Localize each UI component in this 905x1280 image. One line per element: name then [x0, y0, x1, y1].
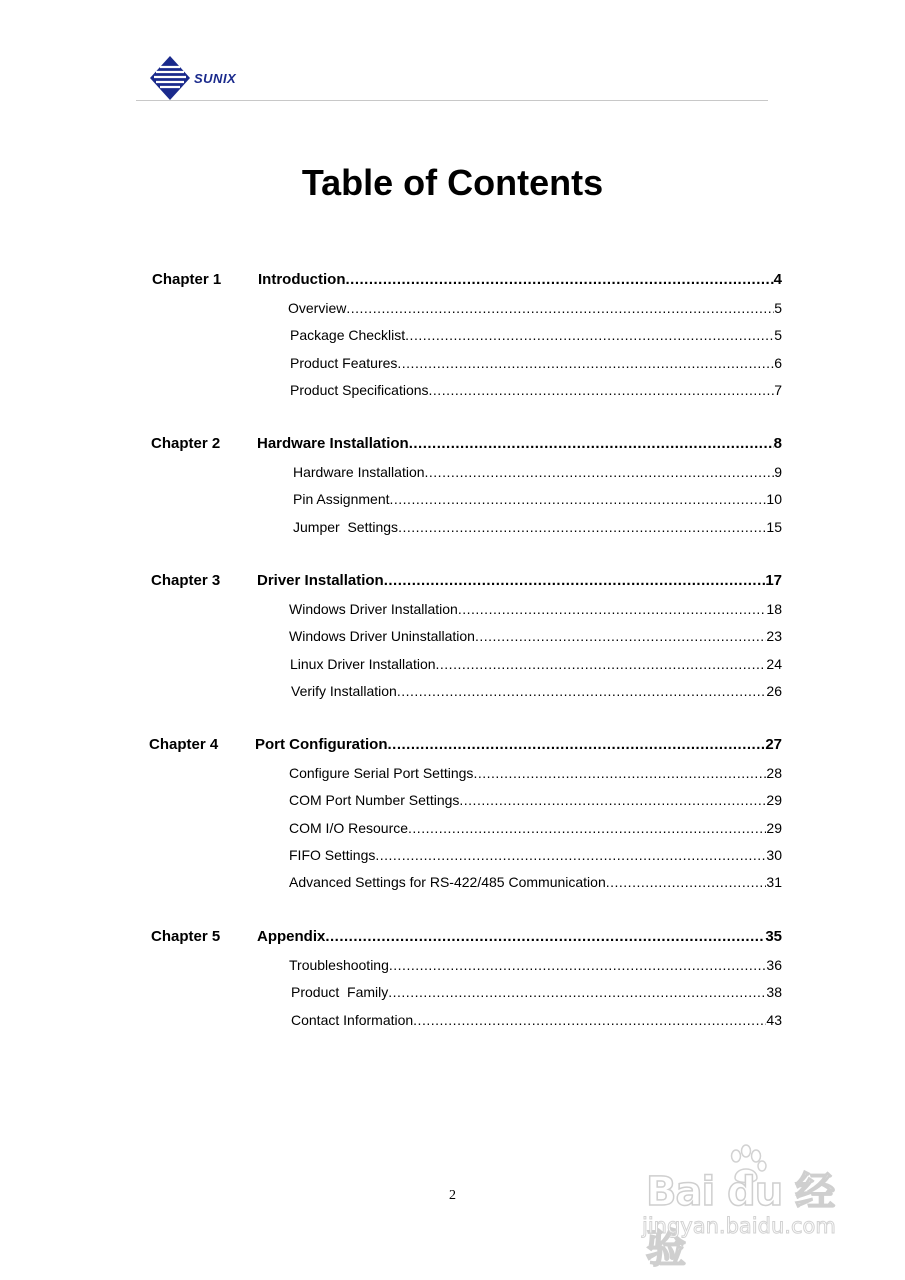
toc-entry-row — [291, 683, 782, 701]
entry-label: Hardware Installation — [293, 464, 425, 480]
entry-page-number: 23 — [766, 628, 782, 645]
entry-page-number: 28 — [766, 765, 782, 781]
chapter-number: Chapter 5 — [151, 928, 221, 945]
chapter-page-number: 27 — [765, 736, 782, 753]
sunix-diamond-icon — [148, 54, 192, 102]
dot-leader — [459, 792, 766, 808]
chapter-page-number: 8 — [773, 435, 782, 452]
dot-leader — [375, 847, 766, 863]
entry-page-number: 31 — [766, 874, 782, 891]
dot-leader — [384, 572, 766, 589]
dot-leader — [475, 628, 766, 644]
toc-entry-row — [291, 1012, 782, 1030]
entry-page-number: 9 — [774, 464, 782, 480]
chapter-page-number: 35 — [765, 928, 782, 945]
entry-label: Advanced Settings for RS-422/485 Communication — [289, 874, 606, 891]
chapter-page-number: 4 — [773, 271, 782, 288]
entry-page-number: 38 — [766, 984, 782, 1001]
toc-entry-row — [289, 628, 782, 646]
dot-leader — [606, 874, 767, 890]
chapter-number: Chapter 2 — [151, 435, 221, 452]
dot-leader — [390, 491, 767, 507]
dot-leader — [429, 382, 775, 398]
toc-chapter-row — [0, 572, 905, 592]
dot-leader — [408, 820, 766, 836]
toc-entry-row — [293, 491, 782, 509]
toc-chapter-row — [0, 435, 905, 455]
entry-label: Windows Driver Uninstallation — [289, 628, 475, 645]
chapter-title: Introduction — [258, 271, 346, 288]
dot-leader — [389, 957, 767, 973]
entry-page-number: 36 — [766, 957, 782, 973]
toc-entry-row — [289, 847, 782, 865]
chapter-title: Appendix — [257, 928, 326, 945]
toc-entry-row — [290, 656, 782, 674]
sunix-logo — [148, 54, 236, 102]
toc-entry-row — [289, 792, 782, 810]
entry-label: Troubleshooting — [289, 957, 389, 973]
chapter-number: Chapter 3 — [151, 572, 221, 589]
entry-page-number: 43 — [766, 1011, 782, 1028]
chapter-title: Port Configuration — [255, 736, 388, 753]
toc-entry-row — [293, 519, 782, 537]
entry-page-number: 26 — [766, 682, 782, 699]
entry-page-number: 5 — [774, 327, 782, 344]
toc-entry-row — [288, 300, 782, 318]
dot-leader — [345, 271, 773, 288]
entry-label: Contact Information — [291, 1011, 414, 1028]
dot-leader — [346, 300, 774, 316]
entry-label: Product Features — [290, 354, 398, 371]
toc-entry-row — [290, 355, 782, 373]
watermark-main-text: Bai du 经验 — [646, 1169, 835, 1272]
toc-entry-row — [289, 601, 782, 619]
toc-chapter-row — [0, 928, 905, 948]
logo-text: SUNIX — [194, 70, 237, 86]
entry-label: Linux Driver Installation — [290, 655, 436, 672]
toc-chapter-row — [0, 736, 905, 756]
dot-leader — [397, 355, 774, 371]
entry-label: COM Port Number Settings — [289, 792, 460, 809]
toc-entry-row — [293, 464, 782, 482]
entry-page-number: 30 — [766, 846, 782, 863]
chapter-title-line — [257, 928, 782, 945]
toc-entry-row — [289, 820, 782, 838]
entry-page-number: 29 — [766, 819, 782, 836]
chapter-title: Driver Installation — [257, 572, 384, 589]
dot-leader — [436, 656, 767, 672]
header-divider — [136, 100, 768, 101]
dot-leader — [413, 1012, 766, 1028]
dot-leader — [409, 435, 774, 452]
dot-leader — [425, 464, 775, 480]
dot-leader — [387, 736, 765, 753]
chapter-title-line — [257, 572, 782, 589]
entry-label: Product Family — [291, 984, 389, 1001]
entry-page-number: 5 — [774, 300, 782, 316]
chapter-number: Chapter 4 — [149, 736, 219, 753]
dot-leader — [405, 327, 774, 343]
entry-label: Pin Assignment — [293, 491, 390, 508]
page-title: Table of Contents — [301, 162, 604, 203]
chapter-title-line — [255, 736, 782, 753]
dot-leader — [388, 984, 766, 1000]
watermark-url-text: jingyan.baidu.com — [642, 1214, 836, 1238]
chapter-title-line — [258, 271, 782, 288]
entry-label: Windows Driver Installation — [289, 601, 458, 617]
toc-entry-row — [289, 765, 782, 783]
entry-page-number: 7 — [774, 381, 782, 398]
toc-entry-row — [290, 327, 782, 345]
entry-label: Jumper Settings — [293, 518, 399, 535]
chapter-title-line — [257, 435, 782, 452]
dot-leader — [398, 519, 766, 535]
entry-label: Verify Installation — [291, 682, 397, 699]
entry-page-number: 15 — [766, 518, 782, 535]
toc-entry-row — [289, 874, 782, 892]
toc-entry-row — [290, 382, 782, 400]
entry-label: FIFO Settings — [289, 846, 376, 863]
chapter-number: Chapter 1 — [152, 271, 222, 288]
toc-entry-row — [291, 984, 782, 1002]
page-number: 2 — [449, 1188, 456, 1203]
entry-page-number: 24 — [766, 655, 782, 672]
dot-leader — [473, 765, 766, 781]
entry-page-number: 18 — [766, 601, 782, 617]
baidu-watermark — [640, 1142, 855, 1272]
chapter-page-number: 17 — [765, 572, 782, 589]
entry-label: COM I/O Resource — [289, 819, 409, 836]
chapter-title: Hardware Installation — [257, 435, 409, 452]
toc-entry-row — [289, 957, 782, 975]
entry-page-number: 29 — [766, 792, 782, 809]
entry-label: Package Checklist — [290, 327, 406, 344]
entry-label: Product Specifications — [290, 381, 429, 398]
entry-label: Configure Serial Port Settings — [289, 765, 474, 781]
dot-leader — [325, 928, 765, 945]
entry-page-number: 6 — [774, 354, 782, 371]
dot-leader — [397, 683, 767, 699]
dot-leader — [458, 601, 767, 617]
page-header — [136, 52, 768, 102]
toc-chapter-row — [0, 271, 905, 291]
entry-label: Overview — [288, 300, 347, 316]
entry-page-number: 10 — [766, 491, 782, 508]
